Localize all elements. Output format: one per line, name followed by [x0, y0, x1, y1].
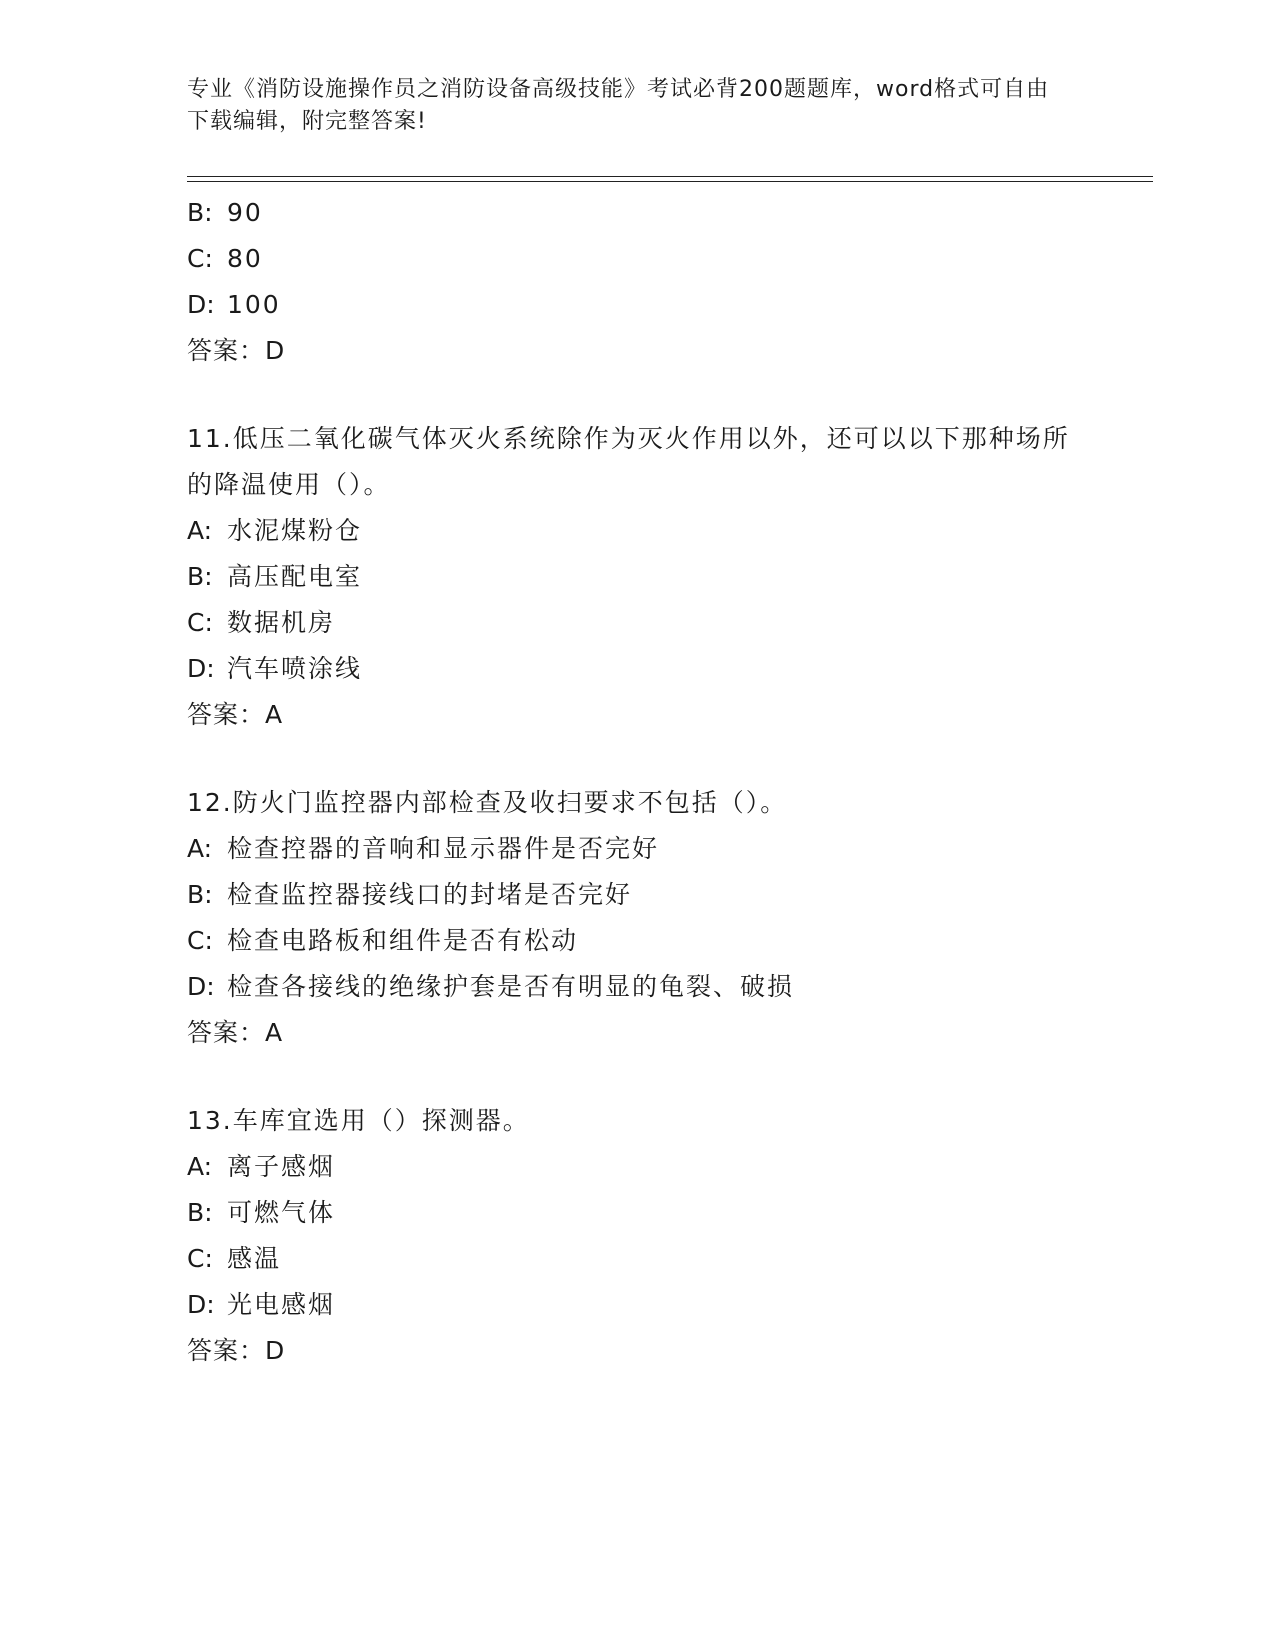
question-12: [187, 780, 1087, 1056]
question-10-tail: [187, 190, 1087, 374]
question-stem: 12.防火门监控器内部检查及收扫要求不包括（）。: [187, 788, 788, 817]
option-d: D: 100: [187, 290, 281, 319]
option-c: C: 感温: [187, 1244, 282, 1273]
option-a: A: 水泥煤粉仓: [187, 516, 363, 545]
option-c: C: 检查电路板和组件是否有松动: [187, 926, 579, 955]
question-stem: 11.低压二氧化碳气体灭火系统除作为灭火作用以外，还可以以下那种场所的降温使用（）。: [187, 424, 1070, 499]
answer: 答案：A: [187, 1018, 284, 1047]
question-stem: 13.车库宜选用（）探测器。: [187, 1106, 530, 1135]
option-a: A: 离子感烟: [187, 1152, 336, 1181]
option-d: D: 汽车喷涂线: [187, 654, 363, 683]
option-c: C: 80: [187, 244, 263, 273]
option-b: B: 检查监控器接线口的封堵是否完好: [187, 880, 633, 909]
option-b: B: 可燃气体: [187, 1198, 336, 1227]
document-header: 专业《消防设施操作员之消防设备高级技能》考试必背200题题库，word格式可自由下载编辑，附完整答案!: [187, 77, 1050, 134]
question-11: [187, 416, 1087, 738]
answer: 答案：D: [187, 336, 286, 365]
answer: 答案：D: [187, 1336, 286, 1365]
option-d: D: 光电感烟: [187, 1290, 336, 1319]
option-b: B: 高压配电室: [187, 562, 363, 591]
header-divider-top: [187, 176, 1153, 177]
header-divider-bottom: [187, 181, 1153, 182]
option-b: B: 90: [187, 198, 263, 227]
question-list: [187, 190, 1087, 1374]
option-d: D: 检查各接线的绝缘护套是否有明显的龟裂、破损: [187, 972, 795, 1001]
option-c: C: 数据机房: [187, 608, 336, 637]
option-a: A: 检查控器的音响和显示器件是否完好: [187, 834, 660, 863]
question-13: [187, 1098, 1087, 1374]
answer: 答案：A: [187, 700, 284, 729]
